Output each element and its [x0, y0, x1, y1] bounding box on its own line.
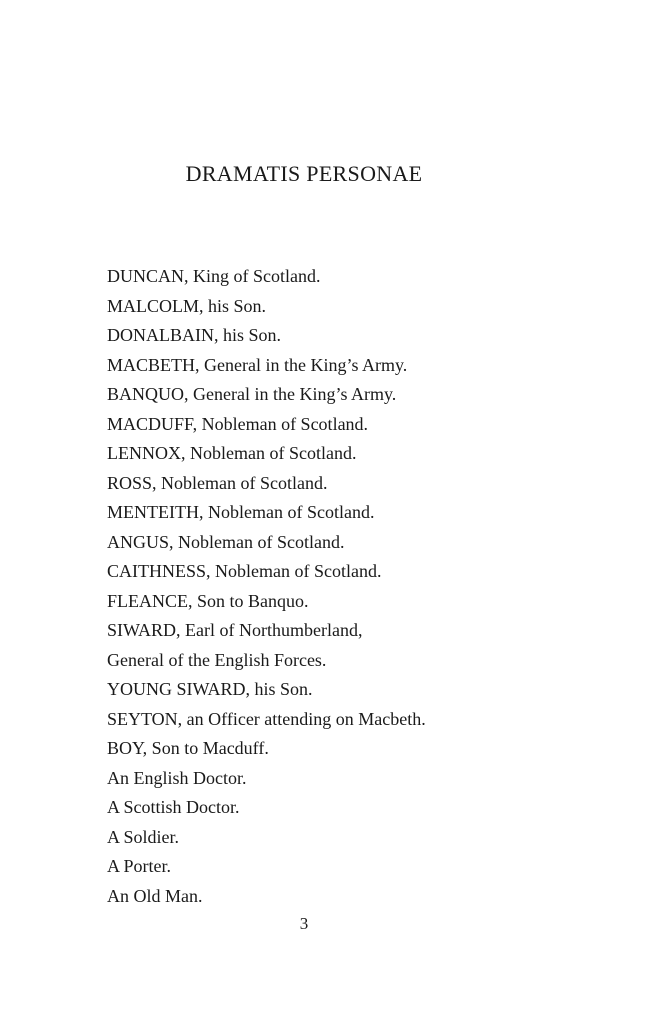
page-title: DRAMATIS PERSONAE — [185, 161, 423, 186]
list-item: A Scottish Doctor. — [107, 797, 240, 817]
list-item: ANGUS, Nobleman of Scotland. — [107, 531, 345, 552]
list-item — [107, 616, 426, 675]
list-item: BOY, Son to Macduff. — [107, 738, 269, 758]
list-item: SEYTON, an Officer attending on Macbeth. — [107, 708, 426, 729]
list-item: BANQUO, General in the King’s Army. — [107, 384, 397, 404]
list-item: LENNOX, Nobleman of Scotland. — [107, 443, 357, 463]
list-item: MALCOLM, his Son. — [107, 295, 267, 316]
list-item: A Porter. — [107, 856, 172, 876]
list-item-line: SIWARD, Earl of Northumberland, — [107, 620, 363, 640]
cast-list — [107, 262, 426, 911]
list-item: FLEANCE, Son to Banquo. — [107, 590, 309, 611]
list-item: MACBETH, General in the King’s Army. — [107, 354, 408, 375]
list-item: MACDUFF, Nobleman of Scotland. — [107, 413, 369, 434]
list-item: A Soldier. — [107, 826, 180, 847]
page-number: 3 — [299, 914, 309, 933]
list-item: DONALBAIN, his Son. — [107, 325, 282, 345]
list-item: DUNCAN, King of Scotland. — [107, 266, 321, 286]
list-item: An Old Man. — [107, 885, 203, 906]
list-item-line: General of the English Forces. — [107, 649, 327, 670]
list-item: CAITHNESS, Nobleman of Scotland. — [107, 561, 382, 581]
list-item: YOUNG SIWARD, his Son. — [107, 679, 313, 699]
list-item: ROSS, Nobleman of Scotland. — [107, 472, 328, 493]
list-item: An English Doctor. — [107, 767, 247, 788]
list-item: MENTEITH, Nobleman of Scotland. — [107, 502, 375, 522]
